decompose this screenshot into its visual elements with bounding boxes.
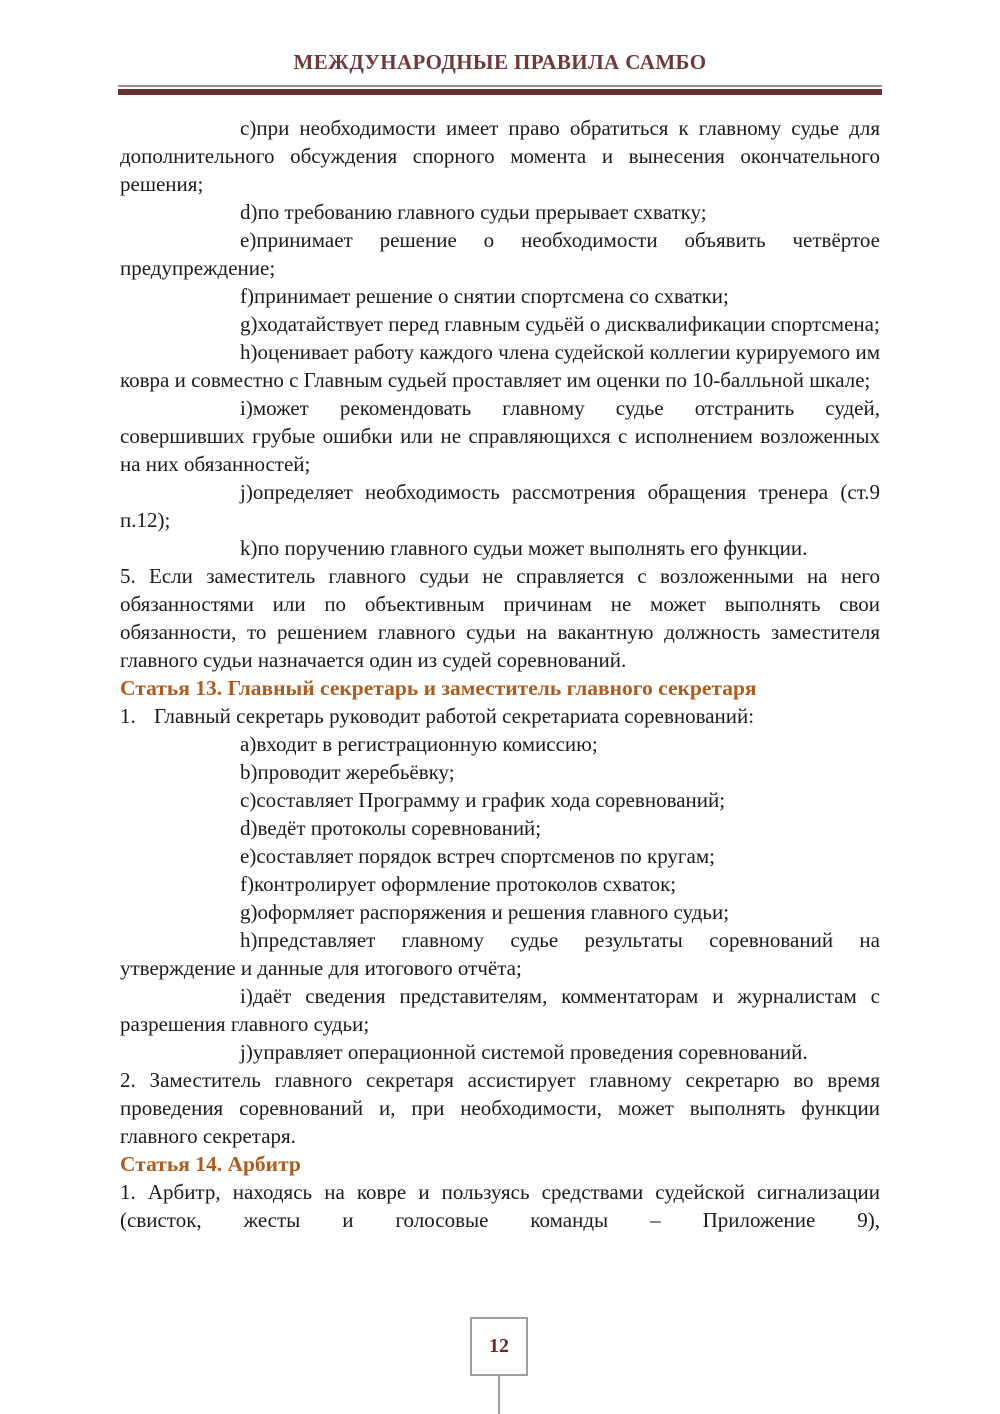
list-marker: a) bbox=[240, 732, 257, 756]
list-item bbox=[120, 898, 880, 926]
list-item bbox=[120, 394, 880, 478]
list-item-text: проводит жеребьёвку; bbox=[257, 760, 455, 784]
list-item-text: управляет операционной системой проведения соревнований. bbox=[252, 1040, 808, 1064]
list-item-text: оценивает работу каждого члена судейской коллегии курируемого им ковра и совместно с Главным судьей проставляет им оценки по 10-балльной шкале; bbox=[120, 340, 880, 392]
list-item-text: оформляет распоряжения и решения главного судьи; bbox=[257, 900, 730, 924]
list-item bbox=[120, 730, 880, 758]
list-item bbox=[120, 870, 880, 898]
page-number: 12 bbox=[489, 1335, 509, 1357]
list-item-text: при необходимости имеет право обратиться к главному судье для дополнительного обсуждения спорного момента и вынесения окончательного решения; bbox=[120, 116, 880, 196]
list-item bbox=[120, 478, 880, 534]
paragraph: 5. Если заместитель главного судьи не справляется с возложенными на него обязанностями или по объективным причинам не может выполнять свои обязанности, то решением главного судьи на вакантную должность заместителя главного судьи назначается один из судей соревнований. bbox=[120, 564, 880, 672]
list-item bbox=[120, 226, 880, 282]
list-marker: d) bbox=[240, 200, 258, 224]
list-marker: g) bbox=[240, 900, 258, 924]
list-item bbox=[120, 198, 880, 226]
paragraph: 2. Заместитель главного секретаря ассистирует главному секретарю во время проведения соревнований и, при необходимости, может выполнять функции главного секретаря. bbox=[120, 1068, 880, 1148]
section-heading: Статья 14. Арбитр bbox=[120, 1152, 301, 1176]
list-item-text: контролирует оформление протоколов схваток; bbox=[254, 872, 677, 896]
footer-vertical-line bbox=[498, 1375, 500, 1414]
page-number-box bbox=[470, 1317, 528, 1376]
list-item bbox=[120, 282, 880, 310]
list-marker: i) bbox=[240, 396, 253, 420]
list-item-text: по требованию главного судьи прерывает схватку; bbox=[257, 200, 707, 224]
list-item bbox=[120, 310, 880, 338]
list-marker: b) bbox=[240, 760, 258, 784]
list-item bbox=[120, 842, 880, 870]
list-item bbox=[120, 786, 880, 814]
header-rule-thick bbox=[118, 89, 882, 95]
list-item-text: ведёт протоколы соревнований; bbox=[257, 816, 542, 840]
list-item-text: даёт сведения представителям, комментаторам и журналистам с разрешения главного судьи; bbox=[120, 984, 880, 1036]
list-item-text: может рекомендовать главному судье отстранить судей, совершивших грубые ошибки или не справляющихся с исполнением возложенных на них обязанностей; bbox=[120, 396, 880, 476]
list-marker: e) bbox=[240, 844, 257, 868]
list-marker: d) bbox=[240, 816, 258, 840]
list-marker: h) bbox=[240, 928, 258, 952]
page-header bbox=[0, 0, 1000, 95]
list-item-text: по поручению главного судьи может выполнять его функции. bbox=[257, 536, 808, 560]
list-marker: c) bbox=[240, 788, 257, 812]
paragraph-text: Главный секретарь руководит работой секретариата соревнований: bbox=[154, 704, 755, 728]
list-item-text: ходатайствует перед главным судьёй о дисквалификации спортсмена; bbox=[257, 312, 880, 336]
list-item bbox=[120, 338, 880, 394]
list-item-text: составляет Программу и график хода соревнований; bbox=[256, 788, 726, 812]
list-item bbox=[120, 758, 880, 786]
list-marker: j) bbox=[240, 1040, 253, 1064]
list-marker: j) bbox=[240, 480, 253, 504]
list-marker: f) bbox=[240, 872, 254, 896]
list-marker: c) bbox=[240, 116, 257, 140]
list-item bbox=[120, 1038, 880, 1066]
list-item-text: определяет необходимость рассмотрения обращения тренера (ст.9 п.12); bbox=[120, 480, 880, 532]
list-item-text: принимает решение о необходимости объявить четвёртое предупреждение; bbox=[120, 228, 880, 280]
list-marker: i) bbox=[240, 984, 253, 1008]
section-heading: Статья 13. Главный секретарь и заместитель главного секретаря bbox=[120, 676, 757, 700]
header-divider bbox=[118, 85, 882, 95]
list-marker: f) bbox=[240, 284, 254, 308]
list-item-text: составляет порядок встреч спортсменов по кругам; bbox=[256, 844, 715, 868]
paragraph bbox=[120, 702, 880, 730]
list-item bbox=[120, 534, 880, 562]
list-item-text: принимает решение о снятии спортсмена со схватки; bbox=[254, 284, 729, 308]
list-item bbox=[120, 926, 880, 982]
list-item bbox=[120, 114, 880, 198]
list-marker: k) bbox=[240, 536, 258, 560]
document-body bbox=[120, 114, 880, 1234]
list-item-text: представляет главному судье результаты соревнований на утверждение и данные для итогового отчёта; bbox=[120, 928, 880, 980]
list-marker: e) bbox=[240, 228, 257, 252]
list-item-text: входит в регистрационную комиссию; bbox=[256, 732, 598, 756]
list-marker: g) bbox=[240, 312, 258, 336]
list-marker: h) bbox=[240, 340, 258, 364]
paragraph: 1. Арбитр, находясь на ковре и пользуясь средствами судейской сигнализации (свисток, жесты и голосовые команды – Приложение 9), bbox=[120, 1180, 880, 1232]
paragraph-marker: 1. bbox=[120, 704, 136, 728]
list-item bbox=[120, 814, 880, 842]
page-header-title: МЕЖДУНАРОДНЫЕ ПРАВИЛА САМБО bbox=[293, 50, 707, 74]
list-item bbox=[120, 982, 880, 1038]
header-rule-thin bbox=[118, 85, 882, 87]
